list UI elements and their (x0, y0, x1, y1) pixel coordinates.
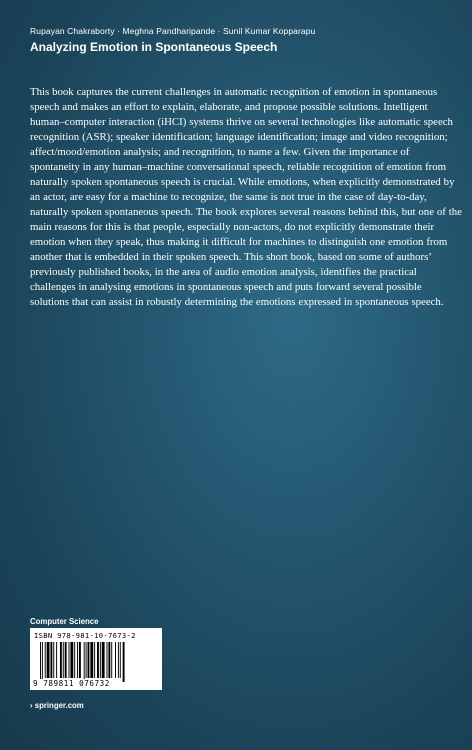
barcode-bar (53, 642, 54, 678)
barcode-bar (79, 642, 81, 678)
barcode-bar (115, 642, 116, 678)
subject-category: Computer Science (30, 617, 99, 626)
barcode-bar (63, 642, 64, 678)
barcode-bar (94, 642, 95, 678)
barcode-bar (42, 642, 43, 682)
barcode-digits: 9 789811 076732 (33, 679, 110, 688)
barcode-bar (65, 642, 67, 678)
barcode-bar (90, 642, 93, 678)
barcode-bar (88, 642, 90, 678)
barcode-bar (118, 642, 119, 678)
publisher-website: › springer.com (30, 701, 84, 710)
barcode-bar (74, 642, 75, 678)
barcode-bar (123, 642, 125, 682)
book-title: Analyzing Emotion in Spontaneous Speech (30, 40, 278, 54)
barcode-bar (100, 642, 101, 678)
barcode-bar (102, 642, 105, 678)
isbn-barcode (30, 628, 162, 690)
barcode-bar (69, 642, 70, 678)
isbn-number: ISBN 978-981-10-7673-2 (34, 631, 136, 640)
barcode-bar (47, 642, 50, 678)
barcode-bar (56, 642, 57, 678)
barcode-bar (84, 642, 85, 682)
book-description: This book captures the current challenges in automatic recognition of emotion in spontaneous speech and makes an effort to explain, elaborate, and propose possible solutions. Intelligent human–computer interaction (iHCI) systems thrive on several technologies like automatic speech recognition (ASR); speaker identification; language identification; image and video recognition; affect/mood/emotion analysis; and recognition, to name a few. Given the importance of spontaneity in any human–machine conversational speech, reliable recognition of emotion from naturally spoken spontaneous speech is crucial. While emotions, when explicitly demonstrated by an actor, are easy for a machine to recognize, the same is not true in the case of day-to-day, naturally spoken spontaneous speech. The book explores several reasons behind this, but one of the main reasons for this is that people, especially non-actors, do not explicitly demonstrate their emotion when they speak, thus making it difficult for machines to distinguish one emotion from another that is embedded in their spoken speech. This short book, based on some of authors’ previously published books, in the area of audio emotion analysis, identifies the practical challenges in analysing emotions in spontaneous speech and puts forward several possible solutions that can assist in robustly determining the emotions expressed in spontaneous speech. (30, 86, 462, 308)
barcode-bar (107, 642, 108, 678)
barcode-bar (70, 642, 73, 678)
barcode-bar (40, 642, 41, 682)
barcode-bar (86, 642, 87, 678)
barcode-bar (108, 642, 110, 678)
barcode-bar (45, 642, 46, 678)
barcode-bar (97, 642, 99, 678)
barcode-bar (77, 642, 78, 678)
barcode-bar (50, 642, 52, 678)
barcode-bar (120, 642, 121, 678)
author-names: Rupayan Chakraborty · Meghna Pandharipande · Sunil Kumar Kopparapu (30, 26, 316, 36)
barcode-bar (111, 642, 112, 678)
barcode-bar (60, 642, 62, 678)
